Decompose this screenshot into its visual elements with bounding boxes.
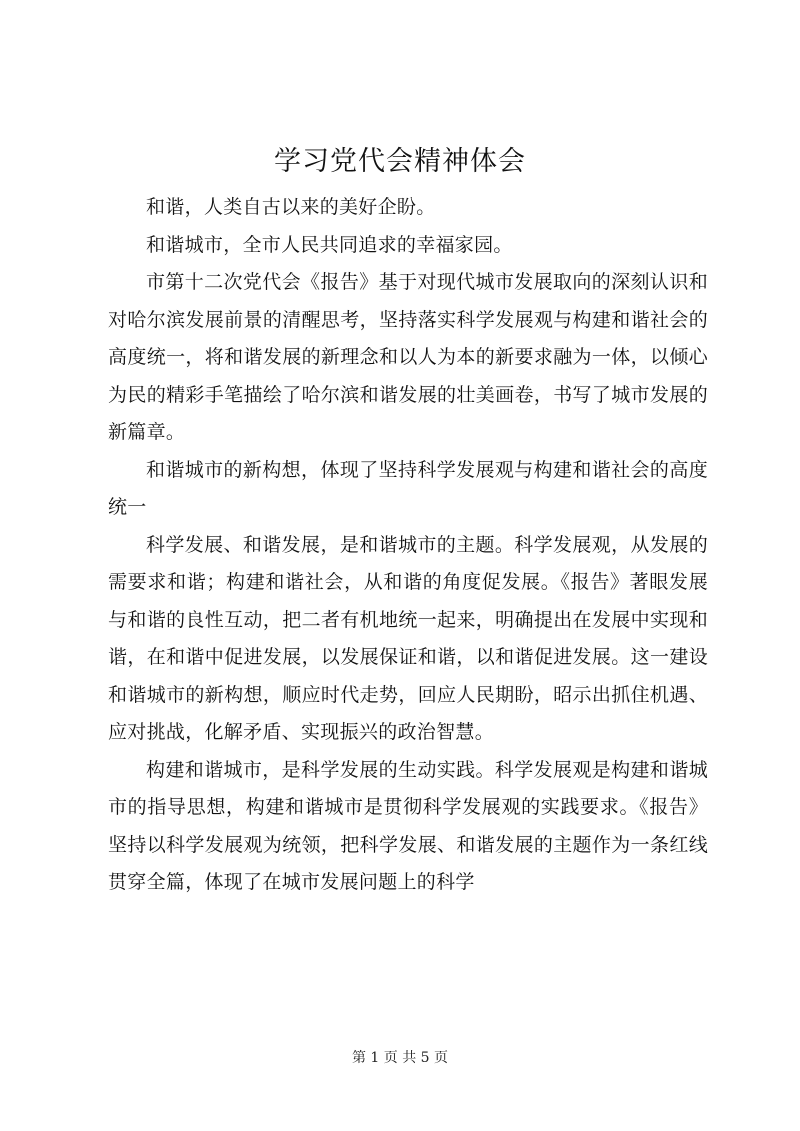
paragraph: 构建和谐城市，是科学发展的生动实践。科学发展观是构建和谐城市的指导思想，构建和谐城市是贯彻科学发展观的实践要求。《报告》坚持以科学发展观为统领，把科学发展、和谐发展的主题作为一条红线贯穿全篇，体现了在城市发展问题上的科学 [108, 758, 708, 893]
paragraph: 科学发展、和谐发展，是和谐城市的主题。科学发展观，从发展的需要求和谐；构建和谐社会，从和谐的角度促发展。《报告》著眼发展与和谐的良性互动，把二者有机地统一起来，明确提出在发展中实现和谐，在和谐中促进发展，以发展保证和谐，以和谐促进发展。这一建设和谐城市的新构想，顺应时代走势，回应人民期盼，昭示出抓住机遇、应对挑战，化解矛盾、实现振兴的政治智慧。 [108, 533, 708, 743]
document-body [108, 189, 708, 902]
paragraph: 和谐，人类自古以来的美好企盼。 [146, 196, 436, 218]
paragraph: 和谐城市的新构想，体现了坚持科学发展观与构建和谐社会的高度统一 [108, 458, 708, 518]
paragraph: 市第十二次党代会《报告》基于对现代城市发展取向的深刻认识和对哈尔滨发展前景的清醒思考，坚持落实科学发展观与构建和谐社会的高度统一，将和谐发展的新理念和以人为本的新要求融为一体，以倾心为民的精彩手笔描绘了哈尔滨和谐发展的壮美画卷，书写了城市发展的新篇章。 [108, 271, 708, 443]
paragraph: 和谐城市，全市人民共同追求的幸福家园。 [146, 233, 513, 256]
document-title: 学习党代会精神体会 [274, 146, 526, 177]
page-number-footer: 第 1 页 共 5 页 [351, 1050, 449, 1066]
